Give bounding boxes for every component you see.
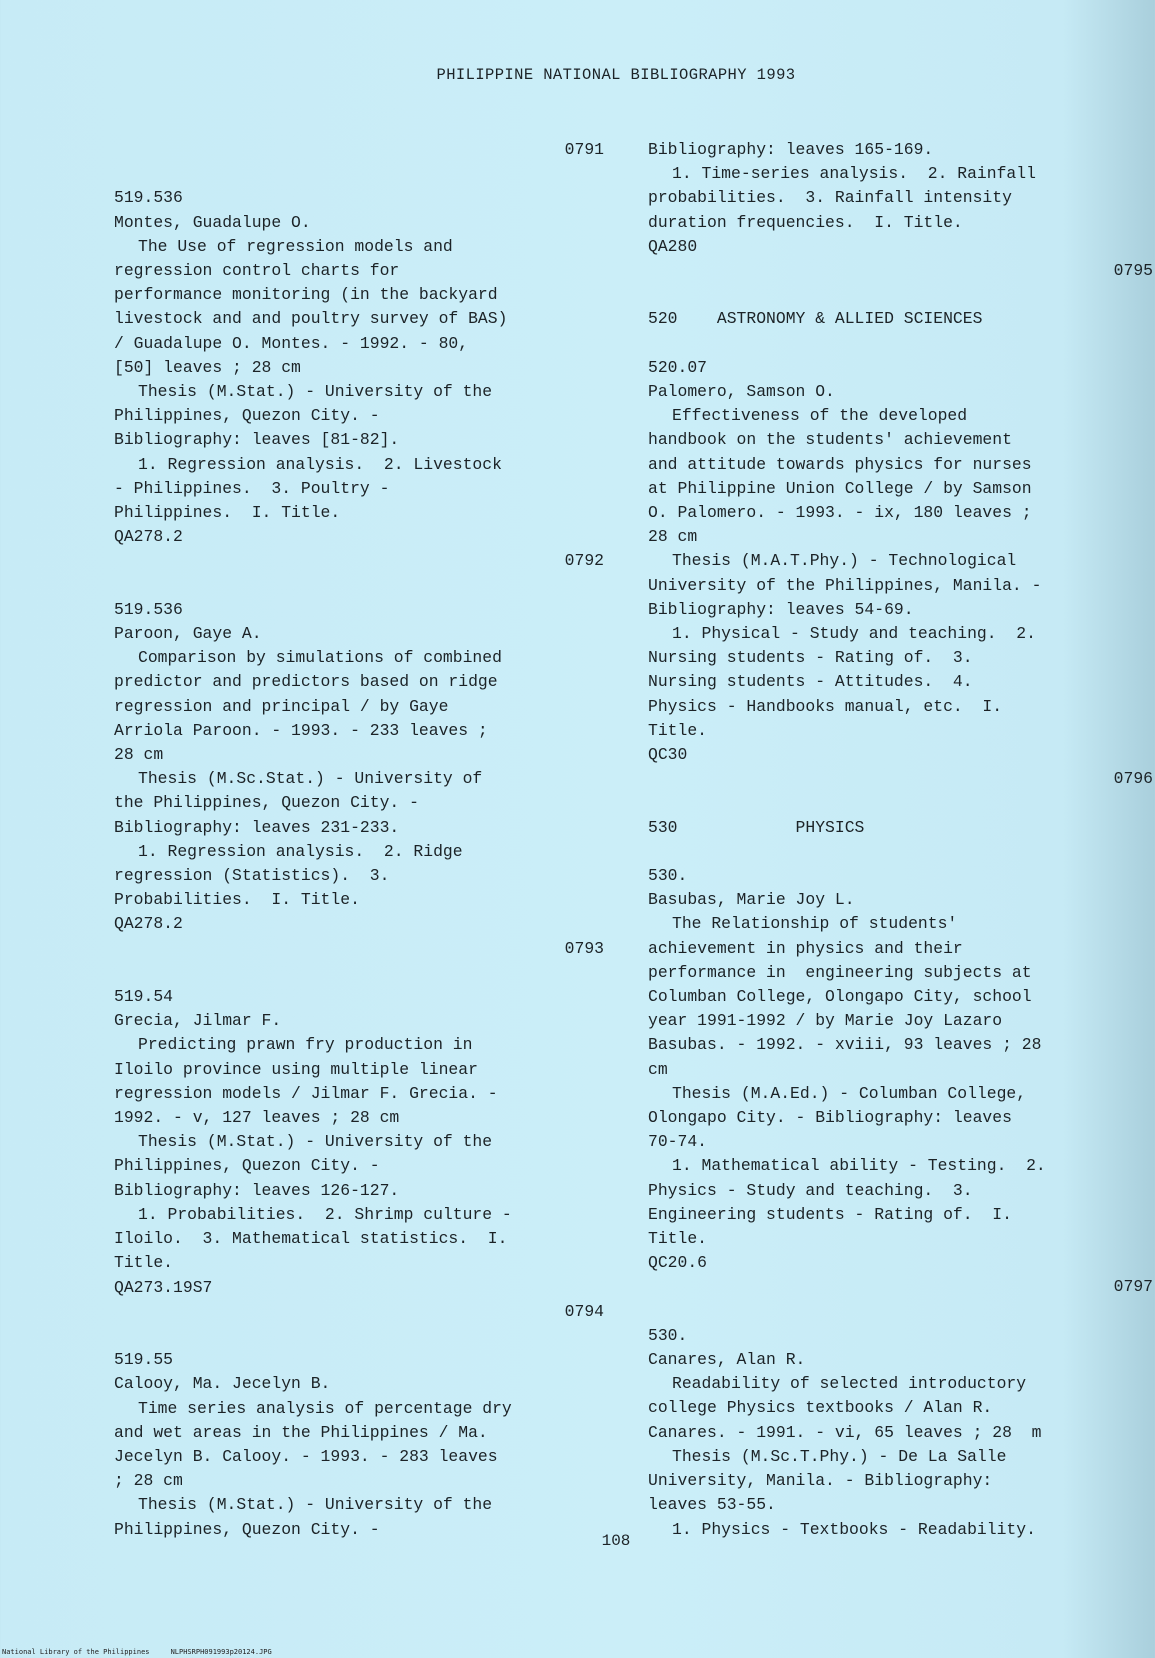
entry-line: Title.: [648, 1229, 708, 1249]
entry-line: Bibliography: leaves 126-127.: [114, 1180, 400, 1200]
entry-line: Basubas, Marie Joy L.: [648, 890, 855, 910]
spacer: [114, 1324, 604, 1348]
entry-line: Iloilo province using multiple linear: [114, 1059, 478, 1079]
entry-line: O. Palomero. - 1993. - ix, 180 leaves ;: [648, 503, 1032, 523]
entry-number: 0793: [564, 938, 604, 958]
entry-line: Thesis (M.Sc.Stat.) - University of: [138, 769, 483, 789]
spacer: [648, 1300, 1153, 1324]
entry-number: 0792: [564, 551, 604, 571]
entry-line: Thesis (M.Sc.T.Phy.) - De La Salle: [672, 1446, 1007, 1466]
left-column: [114, 138, 604, 1542]
entry-line: QA273.19S7: [114, 1277, 213, 1297]
entry-line: Bibliography: leaves 165-169.: [648, 140, 934, 159]
entry-line: Physics - Study and teaching. 3.: [648, 1180, 973, 1200]
entry-line: regression (Statistics). 3.: [114, 866, 390, 886]
entry-line: QA280: [648, 236, 698, 256]
entry-line: 70-74.: [648, 1132, 708, 1152]
entry-line: regression models / Jilmar F. Grecia. -: [114, 1083, 498, 1103]
entry-line: Thesis (M.Stat.) - University of the: [138, 1495, 493, 1515]
entry-line: 519.55: [114, 1350, 174, 1370]
entry-line: Calooy, Ma. Jecelyn B.: [114, 1374, 331, 1394]
entry-line: livestock and and poultry survey of BAS): [114, 309, 508, 329]
entry-line: Title.: [114, 1253, 174, 1273]
entry-line: 519.54: [114, 987, 174, 1007]
entry-line: Nursing students - Rating of. 3.: [648, 648, 973, 668]
entry-line: 519.536: [114, 599, 183, 619]
entry-line: QA278.2: [114, 527, 183, 547]
entry-line: 1. Probabilities. 2. Shrimp culture -: [138, 1204, 512, 1224]
spacer: [648, 791, 1153, 815]
entry-line: 519.536: [114, 188, 183, 208]
entry-line: at Philippine Union College / by Samson: [648, 478, 1032, 498]
entry-line: Grecia, Jilmar F.: [114, 1011, 282, 1031]
entry-line: college Physics textbooks / Alan R.: [648, 1398, 993, 1418]
entry-line: 1. Physical - Study and teaching. 2.: [672, 624, 1036, 644]
entry-line: 1. Regression analysis. 2. Livestock: [138, 454, 502, 474]
entry-line: QC30: [648, 745, 688, 765]
entry-line: probabilities. 3. Rainfall intensity: [648, 188, 1012, 208]
entry-line: University, Manila. - Bibliography:: [648, 1471, 993, 1491]
entry-line: Jecelyn B. Calooy. - 1993. - 283 leaves: [114, 1446, 498, 1466]
entry-line: 1. Time-series analysis. 2. Rainfall: [672, 164, 1036, 184]
entry-line: Thesis (M.Stat.) - University of the: [138, 1132, 493, 1152]
entry-number: 0795: [1113, 261, 1153, 281]
entry-line: performance in engineering subjects at: [648, 962, 1032, 982]
entry-line: duration frequencies. I. Title.: [648, 212, 963, 232]
entry-line: leaves 53-55.: [648, 1495, 776, 1515]
entry-line: 1992. - v, 127 leaves ; 28 cm: [114, 1108, 400, 1128]
entry-line: Philippines, Quezon City. -: [114, 406, 380, 426]
entry-line: Basubas. - 1992. - xviii, 93 leaves ; 28: [648, 1035, 1042, 1055]
entry-line: Physics - Handbooks manual, etc. I.: [648, 696, 1003, 716]
entry-line: Philippines. I. Title.: [114, 503, 341, 523]
spacer: [114, 574, 604, 598]
entry-line: Canares. - 1991. - vi, 65 leaves ; 28 m: [648, 1422, 1042, 1442]
entry-line: 28 cm: [114, 745, 164, 765]
entry-line: 530.: [648, 866, 688, 886]
entry-line: Time series analysis of percentage dry: [138, 1398, 512, 1418]
entry-line: Canares, Alan R.: [648, 1350, 806, 1370]
entry-line: / Guadalupe O. Montes. - 1992. - 80,: [114, 333, 469, 353]
entry-line: Philippines, Quezon City. -: [114, 1156, 380, 1176]
entry-line: handbook on the students' achievement: [648, 430, 1012, 450]
entry-line: Nursing students - Attitudes. 4.: [648, 672, 973, 692]
entry-line: [50] leaves ; 28 cm: [114, 357, 301, 377]
entry-line: Readability of selected introductory: [672, 1374, 1027, 1394]
entry-number: 0796: [1113, 769, 1153, 789]
entry-number: 0794: [564, 1301, 604, 1321]
entry-line: Bibliography: leaves 231-233.: [114, 817, 400, 837]
spacer: [648, 332, 1153, 356]
entry-line: The Relationship of students': [672, 914, 958, 934]
page-number: 108: [601, 1532, 631, 1550]
entry-line: Palomero, Samson O.: [648, 382, 835, 401]
entry-line: Paroon, Gaye A.: [114, 624, 262, 644]
entry-line: year 1991-1992 / by Marie Joy Lazaro: [648, 1011, 1003, 1031]
spacer: [648, 283, 1153, 307]
entry-line: University of the Philippines, Manila. -: [648, 575, 1042, 595]
page-title: PHILIPPINE NATIONAL BIBLIOGRAPHY 1993: [436, 66, 796, 84]
entry-line: 28 cm: [648, 527, 698, 547]
entry-line: Columban College, Olongapo City, school: [648, 987, 1032, 1007]
spacer: [114, 961, 604, 985]
entry-line: Montes, Guadalupe O.: [114, 212, 311, 232]
entry-line: 530.: [648, 1325, 688, 1345]
spacer: [114, 162, 604, 186]
scan-footer: National Library of the Philippines NLPHSRPH091993p20124.JPG: [2, 1648, 272, 1656]
entry-line: QA278.2: [114, 914, 183, 934]
entry-line: 1. Physics - Textbooks - Readability.: [672, 1519, 1036, 1539]
section-heading: 520 ASTRONOMY & ALLIED SCIENCES: [648, 309, 983, 329]
entry-line: Olongapo City. - Bibliography: leaves: [648, 1108, 1012, 1128]
entry-line: Title.: [648, 720, 708, 740]
entry-line: regression and principal / by Gaye: [114, 696, 449, 716]
entry-line: 1. Regression analysis. 2. Ridge: [138, 841, 463, 861]
entry-line: regression control charts for: [114, 261, 400, 280]
entry-line: QC20.6: [648, 1253, 708, 1273]
entry-line: predictor and predictors based on ridge: [114, 672, 498, 692]
entry-line: 1. Mathematical ability - Testing. 2.: [672, 1156, 1046, 1176]
entry-line: Probabilities. I. Title.: [114, 890, 360, 910]
entry-line: Comparison by simulations of combined: [138, 648, 502, 668]
entry-line: Arriola Paroon. - 1993. - 233 leaves ;: [114, 720, 488, 740]
entry-line: and wet areas in the Philippines / Ma.: [114, 1422, 488, 1442]
entry-line: Effectiveness of the developed: [672, 406, 968, 426]
entry-line: Engineering students - Rating of. I.: [648, 1204, 1012, 1224]
entry-line: Bibliography: leaves 54-69.: [648, 599, 914, 619]
entry-line: Thesis (M.Stat.) - University of the: [138, 382, 493, 402]
entry-line: Predicting prawn fry production in: [138, 1035, 473, 1055]
right-column: [648, 138, 1153, 1542]
entry-line: performance monitoring (in the backyard: [114, 285, 498, 305]
entry-line: Thesis (M.A.Ed.) - Columban College,: [672, 1083, 1027, 1103]
section-heading: 530 PHYSICS: [648, 817, 865, 837]
entry-line: Philippines, Quezon City. -: [114, 1519, 380, 1539]
entry-line: the Philippines, Quezon City. -: [114, 793, 419, 813]
entry-line: 520.07: [648, 357, 708, 377]
entry-line: The Use of regression models and: [138, 236, 453, 256]
entry-line: cm: [648, 1059, 668, 1079]
entry-line: - Philippines. 3. Poultry -: [114, 478, 390, 498]
entry-number: 0797: [1113, 1277, 1153, 1297]
entry-line: ; 28 cm: [114, 1471, 183, 1491]
spacer: [648, 840, 1153, 864]
entry-line: and attitude towards physics for nurses: [648, 454, 1032, 474]
entry-number: 0791: [564, 140, 604, 159]
entry-line: Thesis (M.A.T.Phy.) - Technological: [672, 551, 1017, 571]
entry-line: achievement in physics and their: [648, 938, 963, 958]
entry-line: Iloilo. 3. Mathematical statistics. I.: [114, 1229, 508, 1249]
entry-line: Bibliography: leaves [81-82].: [114, 430, 400, 450]
